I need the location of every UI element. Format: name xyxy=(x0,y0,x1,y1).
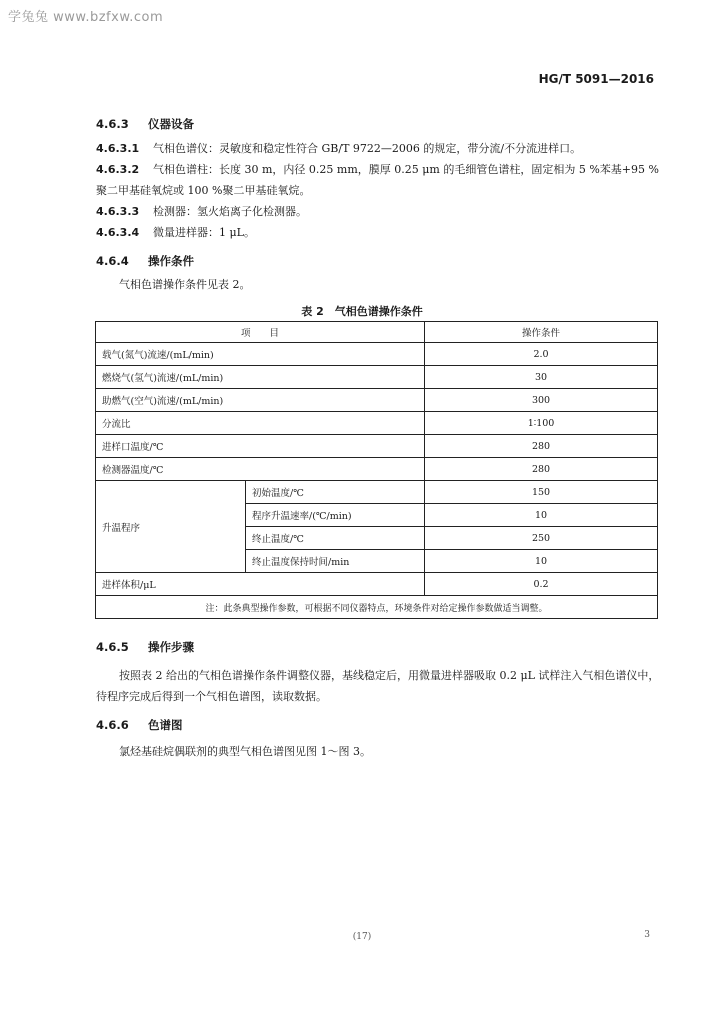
section-number: 4.6.6 xyxy=(96,718,129,732)
row-label: 终止温度/℃ xyxy=(246,527,425,550)
row-value: 300 xyxy=(425,389,658,412)
clause-text: 检测器：氢火焰离子化检测器。 xyxy=(153,205,307,218)
clause-4-6-3-3 xyxy=(96,201,660,222)
operating-conditions-table xyxy=(95,321,658,619)
section-4-6-3-heading xyxy=(96,116,194,132)
row-label: 初始温度/℃ xyxy=(246,481,425,504)
row-label: 助燃气(空气)流速/(mL/min) xyxy=(96,389,425,412)
page-number: 3 xyxy=(644,930,650,940)
row-value: 30 xyxy=(425,366,658,389)
section-number: 4.6.5 xyxy=(96,640,129,654)
row-label: 载气(氮气)流速/(mL/min) xyxy=(96,343,425,366)
section-title: 仪器设备 xyxy=(148,117,194,131)
section-4-6-5-heading xyxy=(96,639,194,655)
table-note: 注：此条典型操作参数，可根据不同仪器特点，环境条件对给定操作参数做适当调整。 xyxy=(96,596,658,619)
section-title: 色谱图 xyxy=(148,718,183,732)
program-label: 升温程序 xyxy=(96,481,246,573)
row-value: 0.2 xyxy=(425,573,658,596)
header-condition: 操作条件 xyxy=(425,322,658,343)
section-4-6-5-text: 按照表 2 给出的气相色谱操作条件调整仪器，基线稳定后，用微量进样器吸取 0.2 μL 试样注入气相色谱仪中，待程序完成后得到一个气相色谱图，读取数据。 xyxy=(96,669,660,703)
table-caption: 表 2 气相色谱操作条件 xyxy=(301,305,423,318)
table-row xyxy=(96,389,658,412)
table-row xyxy=(96,573,658,596)
clause-4-6-3-2 xyxy=(96,159,660,201)
table-row xyxy=(96,366,658,389)
table-row xyxy=(96,435,658,458)
section-4-6-4-text: 气相色谱操作条件见表 2。 xyxy=(119,278,251,291)
standard-number: HG/T 5091—2016 xyxy=(538,72,654,86)
clause-text: 微量进样器：1 μL。 xyxy=(153,226,255,239)
header-item: 项 目 xyxy=(96,322,425,343)
row-value: 10 xyxy=(425,550,658,573)
row-value: 2.0 xyxy=(425,343,658,366)
section-4-6-6-heading xyxy=(96,717,183,733)
row-value: 280 xyxy=(425,435,658,458)
section-number: 4.6.4 xyxy=(96,254,129,268)
table-row xyxy=(96,458,658,481)
table-header-row xyxy=(96,322,658,343)
section-title: 操作条件 xyxy=(148,254,194,268)
table-row xyxy=(96,481,658,504)
section-title: 操作步骤 xyxy=(148,640,194,654)
clause-number: 4.6.3.3 xyxy=(96,205,140,218)
row-label: 进样口温度/℃ xyxy=(96,435,425,458)
clause-4-6-3-4 xyxy=(96,222,660,243)
clause-text: 气相色谱柱：长度 30 m，内径 0.25 mm，膜厚 0.25 μm 的毛细管色谱柱，固定相为 5 %苯基+95 %聚二甲基硅氧烷或 100 %聚二甲基硅氧烷。 xyxy=(96,163,659,197)
row-value: 150 xyxy=(425,481,658,504)
section-number: 4.6.3 xyxy=(96,117,129,131)
clause-number: 4.6.3.2 xyxy=(96,163,140,176)
clause-number: 4.6.3.1 xyxy=(96,142,140,155)
clause-number: 4.6.3.4 xyxy=(96,226,140,239)
watermark: 学兔兔 www.bzfxw.com xyxy=(8,10,164,25)
table-row xyxy=(96,343,658,366)
table-row xyxy=(96,412,658,435)
row-label: 检测器温度/℃ xyxy=(96,458,425,481)
clause-text: 气相色谱仪：灵敏度和稳定性符合 GB/T 9722—2006 的规定，带分流/不分流进样口。 xyxy=(153,142,582,155)
clause-4-6-3-1 xyxy=(96,138,664,159)
row-label: 分流比 xyxy=(96,412,425,435)
row-label: 程序升温速率/(℃/min) xyxy=(246,504,425,527)
footer-center-number: (17) xyxy=(352,932,372,942)
row-value: 10 xyxy=(425,504,658,527)
row-value: 250 xyxy=(425,527,658,550)
row-label: 进样体积/μL xyxy=(96,573,425,596)
table-note-row xyxy=(96,596,658,619)
row-label: 终止温度保持时间/min xyxy=(246,550,425,573)
row-value: 280 xyxy=(425,458,658,481)
row-label: 燃烧气(氢气)流速/(mL/min) xyxy=(96,366,425,389)
row-value: 1∶100 xyxy=(425,412,658,435)
section-4-6-6-text: 氯烃基硅烷偶联剂的典型气相色谱图见图 1～图 3。 xyxy=(119,745,371,758)
section-4-6-4-heading xyxy=(96,253,194,269)
